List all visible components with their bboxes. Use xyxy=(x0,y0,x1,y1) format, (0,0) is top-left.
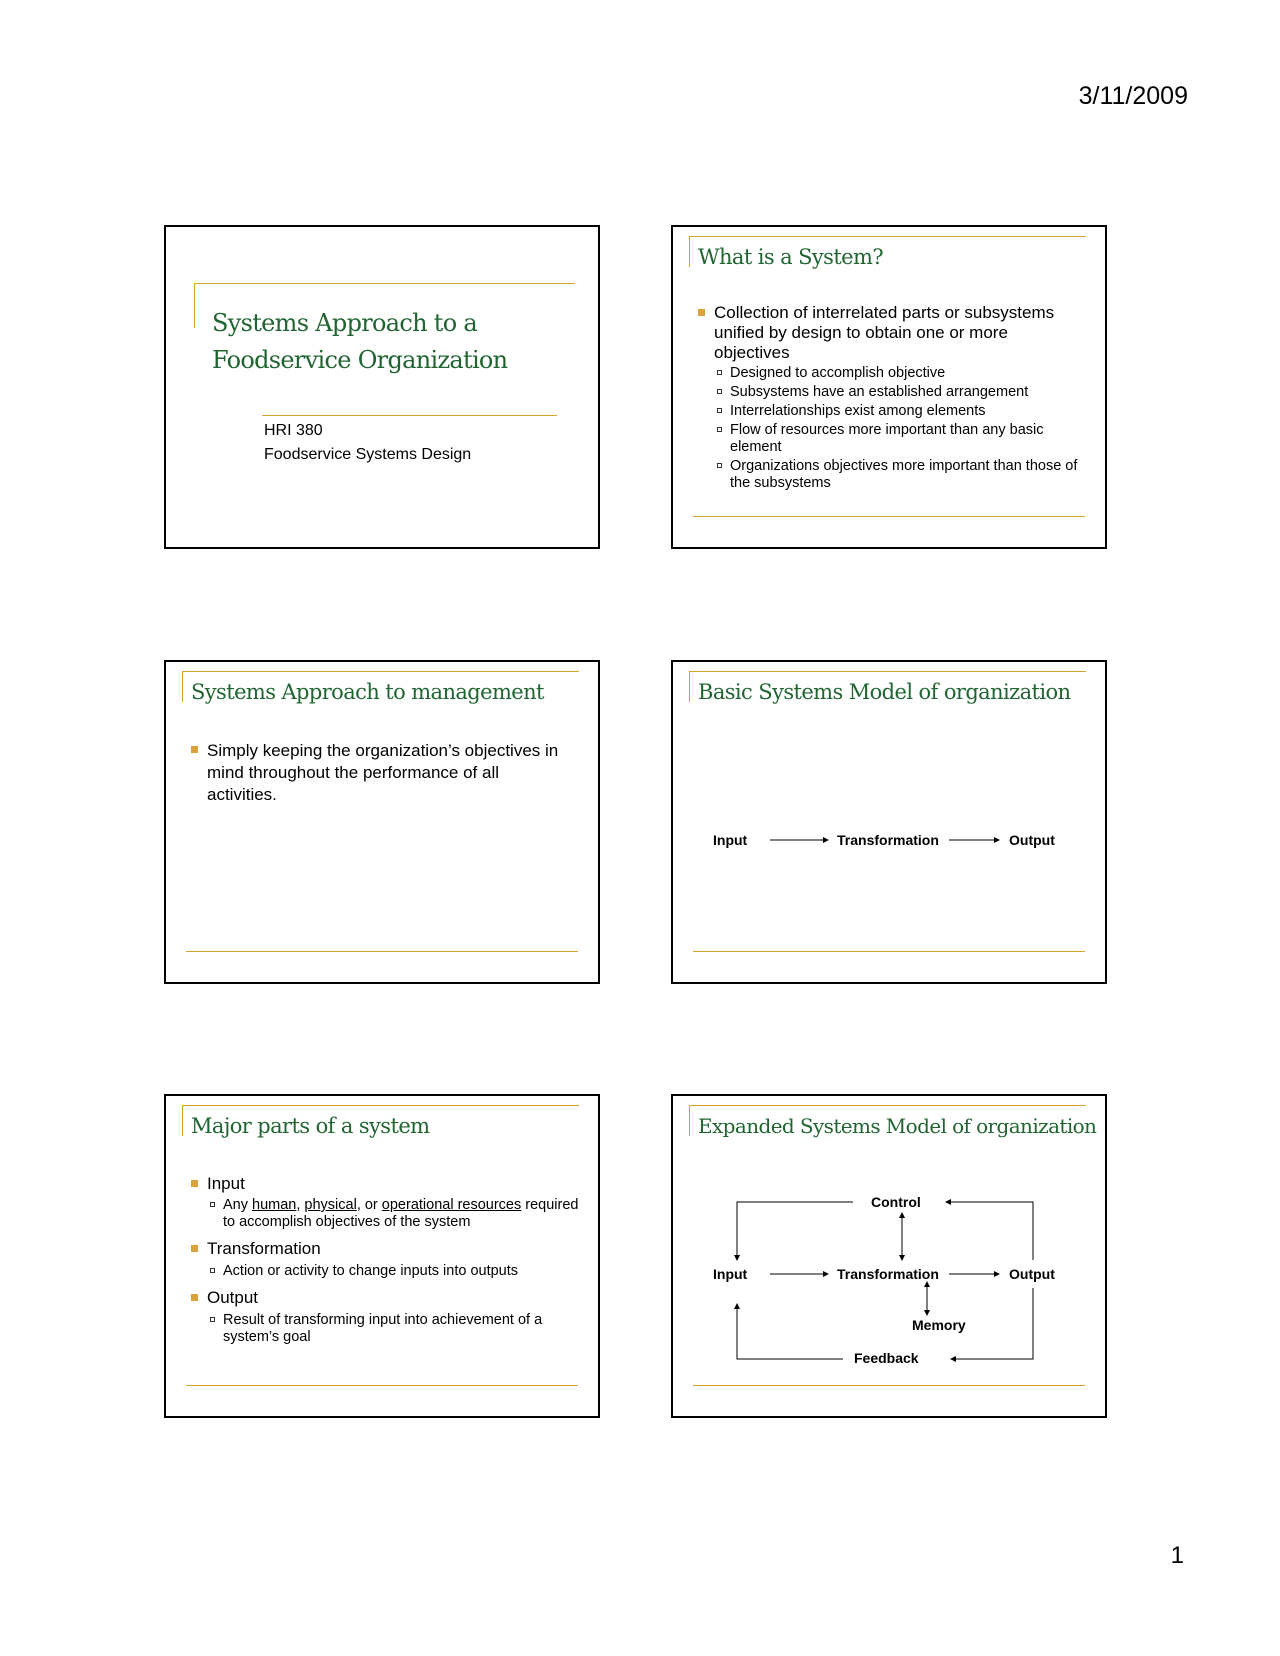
presentation-subtitle xyxy=(264,419,471,467)
bullet-square-icon xyxy=(191,1245,198,1252)
sub-bullet-text: Interrelationships exist among elements xyxy=(730,403,986,419)
slide-6-expanded-systems-model xyxy=(671,1094,1107,1418)
hollow-square-icon xyxy=(717,463,722,468)
slide-title: Systems Approach to management xyxy=(191,680,544,704)
sub-text-part: Any xyxy=(223,1197,253,1213)
bullet-text: Transformation xyxy=(207,1239,321,1258)
page-number: 1 xyxy=(1170,1542,1184,1569)
sub-bullet-text: Action or activity to change inputs into outputs xyxy=(223,1263,519,1279)
bullet-item-output xyxy=(191,1288,580,1346)
basic-systems-diagram xyxy=(673,662,1105,982)
sub-bullet-list xyxy=(207,1197,580,1231)
hollow-square-icon xyxy=(210,1202,215,1207)
feedback-label: Feedback xyxy=(854,1350,919,1366)
slide-title: Major parts of a system xyxy=(191,1114,430,1138)
memory-label: Memory xyxy=(912,1317,966,1333)
slide-4-basic-systems-model xyxy=(671,660,1107,984)
sub-bullet-list xyxy=(207,1263,580,1280)
slide-title: Basic Systems Model of organization xyxy=(698,680,1071,704)
transformation-label: Transformation xyxy=(837,832,939,848)
bullet-square-icon xyxy=(698,309,705,316)
transformation-label: Transformation xyxy=(837,1266,939,1282)
physical-term: physical xyxy=(304,1197,357,1213)
input-label: Input xyxy=(713,832,748,848)
sub-text-part: required to accomplish objectives of the system xyxy=(223,1197,579,1230)
control-label: Control xyxy=(871,1194,921,1210)
presentation-title-line-2: Foodservice Organization xyxy=(212,346,508,374)
bullet-text: Output xyxy=(207,1288,259,1307)
sub-bullet-item xyxy=(714,458,1087,492)
bullet-item-transformation xyxy=(191,1239,580,1280)
footer-line xyxy=(693,516,1085,517)
output-label: Output xyxy=(1009,1266,1055,1282)
hollow-square-icon xyxy=(717,389,722,394)
hollow-square-icon xyxy=(717,408,722,413)
bullet-square-icon xyxy=(191,1180,198,1187)
arrow-feedback-to-input xyxy=(737,1304,843,1359)
arrow-output-to-control xyxy=(946,1202,1033,1260)
bullet-square-icon xyxy=(191,1294,198,1301)
slide-1-title xyxy=(164,225,600,549)
sub-bullet-item xyxy=(714,365,1087,382)
course-code: HRI 380 xyxy=(264,422,323,439)
sub-text-part: , or xyxy=(356,1197,382,1213)
sub-text-part: , xyxy=(296,1197,305,1213)
operational-resources-term: operational resources xyxy=(381,1197,522,1213)
slide-3-systems-approach-management xyxy=(164,660,600,984)
slide-title: Expanded Systems Model of organization xyxy=(698,1114,1097,1138)
bullet-item xyxy=(191,740,572,806)
bullet-text: Collection of interrelated parts or subsystems unified by design to obtain one or more objectives xyxy=(714,303,1055,362)
bullet-text: Simply keeping the organization’s objectives in mind throughout the performance of all activities. xyxy=(207,741,559,804)
sub-bullet-item xyxy=(207,1197,580,1231)
footer-line xyxy=(693,1385,1085,1386)
bullet-text: Input xyxy=(207,1174,245,1193)
sub-bullet-list xyxy=(714,365,1087,492)
bullet-list xyxy=(191,1174,580,1346)
sub-bullet-item xyxy=(207,1312,580,1346)
hollow-square-icon xyxy=(210,1268,215,1273)
arrow-control-to-input xyxy=(737,1202,853,1260)
presentation-title xyxy=(212,305,507,379)
sub-bullet-text: Flow of resources more important than any basic element xyxy=(730,422,1044,455)
footer-line xyxy=(186,951,578,952)
slide-2-what-is-a-system xyxy=(671,225,1107,549)
human-term: human xyxy=(252,1197,297,1213)
sub-bullet-text: Subsystems have an established arrangement xyxy=(730,384,1029,400)
bullet-square-icon xyxy=(191,746,198,753)
page-date: 3/11/2009 xyxy=(1078,82,1188,110)
sub-bullet-text: Result of transforming input into achievement of a system’s goal xyxy=(223,1312,543,1345)
expanded-systems-diagram xyxy=(673,1096,1105,1416)
hollow-square-icon xyxy=(717,427,722,432)
sub-bullet-text: Organizations objectives more important than those of the subsystems xyxy=(730,458,1078,491)
sub-bullet-item xyxy=(207,1263,580,1280)
slide-5-major-parts xyxy=(164,1094,600,1418)
hollow-square-icon xyxy=(210,1317,215,1322)
bullet-item-input xyxy=(191,1174,580,1231)
sub-bullet-list xyxy=(207,1312,580,1346)
course-name: Foodservice Systems Design xyxy=(264,446,472,463)
bullet-list xyxy=(191,740,572,806)
sub-bullet-item xyxy=(714,422,1087,456)
output-label: Output xyxy=(1009,832,1055,848)
bullet-list xyxy=(698,303,1087,492)
sub-bullet-item xyxy=(714,403,1087,420)
bullet-item xyxy=(698,303,1087,492)
subtitle-divider xyxy=(262,415,557,416)
sub-bullet-text: Designed to accomplish objective xyxy=(730,365,946,381)
footer-line xyxy=(186,1385,578,1386)
presentation-title-line-1: Systems Approach to a xyxy=(212,309,478,337)
input-label: Input xyxy=(713,1266,748,1282)
hollow-square-icon xyxy=(717,370,722,375)
slide-title: What is a System? xyxy=(698,245,883,269)
sub-bullet-item xyxy=(714,384,1087,401)
footer-line xyxy=(693,951,1085,952)
